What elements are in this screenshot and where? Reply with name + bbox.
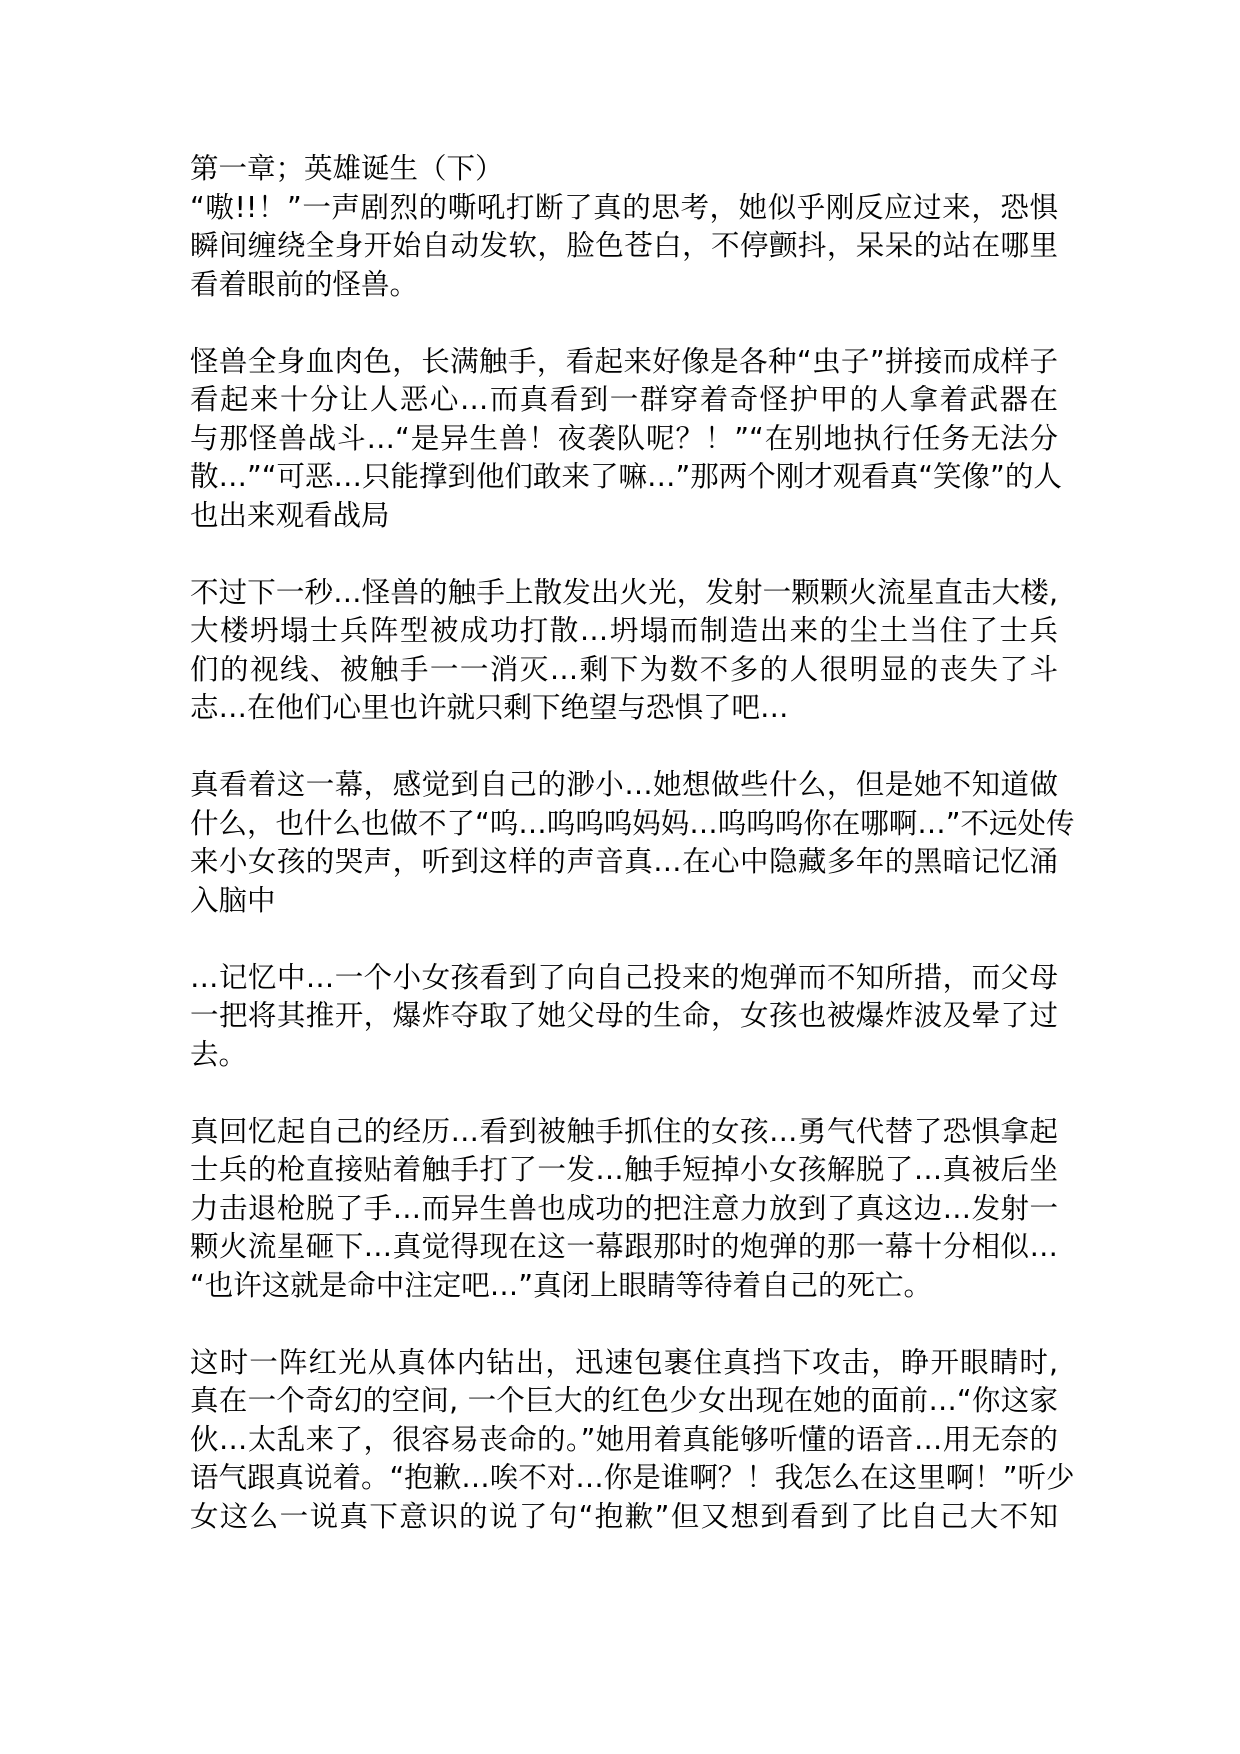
text-line: 瞬间缠绕全身开始自动发软，脸色苍白，不停颤抖，呆呆的站在哪里 <box>190 229 1058 262</box>
text-line: 这时一阵红光从真体内钻出，迅速包裹住真挡下攻击，睁开眼睛时, <box>190 1345 1058 1379</box>
text-line: 大楼坍塌士兵阵型被成功打散…坍塌而制造出来的尘土当住了士兵 <box>190 614 1058 647</box>
chapter-title: 第一章；英雄诞生（下） <box>190 152 504 185</box>
text-line: 什么，也什么也做不了“呜…呜呜呜妈妈…呜呜呜你在哪啊…”不远处传 <box>190 806 1075 840</box>
text-line: 力击退枪脱了手…而异生兽也成功的把注意力放到了真这边…发射一 <box>190 1191 1058 1225</box>
text-line: 看着眼前的怪兽。 <box>190 267 419 301</box>
text-line: 也出来观看战局 <box>190 498 390 532</box>
text-line: 真回忆起自己的经历…看到被触手抓住的女孩…勇气代替了恐惧拿起 <box>190 1114 1058 1148</box>
text-line: …记忆中…一个小女孩看到了向自己投来的炮弹而不知所措，而父母 <box>190 960 1058 994</box>
text-line: 散…”“可恶…只能撑到他们敢来了嘛…”那两个刚才观看真“笑像”的人 <box>190 460 1062 493</box>
text-line: 不过下一秒…怪兽的触手上散发出火光，发射一颗颗火流星直击大楼, <box>190 575 1058 609</box>
document-body <box>190 150 1075 1536</box>
paragraph-gap <box>190 728 1058 767</box>
text-line: 语气跟真说着。“抱歉…唉不对…你是谁啊？！我怎么在这里啊！”听少 <box>190 1461 1075 1494</box>
text-line: 女这么一说真下意识的说了句“抱歉”但又想到看到了比自己大不知 <box>190 1499 1058 1533</box>
text-line: 与那怪兽战斗…“是异生兽！夜袭队呢？！”“在别地执行任务无法分 <box>190 421 1058 455</box>
text-line: 看起来十分让人恶心…而真看到一群穿着奇怪护甲的人拿着武器在 <box>190 383 1058 416</box>
paragraph-gap <box>190 920 1058 959</box>
paragraph-gap <box>190 1305 1058 1344</box>
paragraph-gap <box>190 535 1058 574</box>
text-line: 入脑中 <box>190 883 276 917</box>
text-line: 伙…太乱来了，很容易丧命的。”她用着真能够听懂的语音…用无奈的 <box>190 1422 1058 1456</box>
text-line: 志…在他们心里也许就只剩下绝望与恐惧了吧… <box>190 691 789 724</box>
text-line: 怪兽全身血肉色，长满触手，看起来好像是各种“虫子”拼接而成样子 <box>190 344 1058 378</box>
paragraph-gap <box>190 304 1058 343</box>
text-line: 一把将其推开，爆炸夺取了她父母的生命，女孩也被爆炸波及晕了过 <box>190 999 1058 1032</box>
paragraph-gap <box>190 1074 1058 1113</box>
text-line: “嗷!!！”一声剧烈的嘶吼打断了真的思考，她似乎刚反应过来，恐惧 <box>190 190 1058 224</box>
text-line: “也许这就是命中注定吧…”真闭上眼睛等待着自己的死亡。 <box>190 1268 933 1302</box>
text-line: 来小女孩的哭声，听到这样的声音真…在心中隐藏多年的黑暗记忆涌 <box>190 845 1058 878</box>
text-line: 颗火流星砸下…真觉得现在这一幕跟那时的炮弹的那一幕十分相似… <box>190 1230 1058 1263</box>
text-line: 去。 <box>190 1037 248 1071</box>
text-line: 真在一个奇幻的空间, 一个巨大的红色少女出现在她的面前…“你这家 <box>190 1384 1058 1417</box>
text-line: 士兵的枪直接贴着触手打了一发…触手短掉小女孩解脱了…真被后坐 <box>190 1153 1058 1186</box>
text-line: 真看着这一幕，感觉到自己的渺小…她想做些什么，但是她不知道做 <box>190 768 1058 801</box>
text-line: 们的视线、被触手一一消灭…剩下为数不多的人很明显的丧失了斗 <box>190 652 1058 686</box>
